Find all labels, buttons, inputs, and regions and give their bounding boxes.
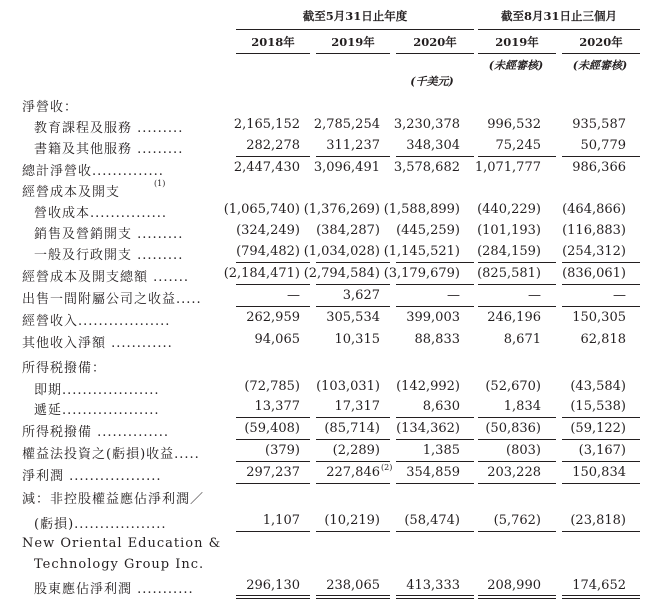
column-underline — [316, 262, 390, 263]
value-cell: 8,630 — [422, 399, 460, 414]
value-cell: (59,408) — [244, 421, 300, 436]
row-label: Technology Group Inc. — [34, 557, 205, 572]
column-underline — [478, 461, 556, 462]
column-underline — [236, 531, 310, 532]
column-underline — [396, 156, 474, 157]
year-header-2019-q1: 2019年 — [495, 35, 539, 49]
row-label: 書籍及其他服務 ......... — [34, 142, 184, 157]
value-cell: (1,145,521) — [383, 244, 460, 259]
footnote-marker: (1) — [154, 179, 166, 188]
row-label: 股東應佔淨利潤 ........... — [34, 582, 194, 597]
column-underline — [478, 483, 556, 484]
value-cell: (142,992) — [396, 379, 460, 394]
column-underline — [478, 156, 556, 157]
value-cell: (440,229) — [477, 202, 541, 217]
value-cell: 3,578,682 — [393, 160, 460, 175]
value-cell: (2,794,584) — [303, 266, 380, 281]
value-cell: 986,366 — [572, 160, 626, 175]
table-row — [0, 577, 649, 597]
value-cell: 238,065 — [326, 578, 380, 593]
column-underline — [396, 483, 474, 484]
value-cell: 1,385 — [422, 443, 460, 458]
table-row — [0, 159, 649, 179]
table-row — [0, 535, 649, 555]
row-label: 總計淨營收.............. — [22, 164, 164, 179]
value-cell: 246,196 — [487, 310, 541, 325]
column-underline — [236, 156, 310, 157]
value-cell: 94,065 — [254, 332, 300, 347]
value-cell: (50,836) — [485, 421, 541, 436]
row-label: 其他收入淨額 ............ — [22, 336, 173, 351]
value-cell: (324,249) — [236, 223, 300, 238]
year-header-2020: 2020年 — [413, 35, 457, 49]
column-underline — [562, 284, 640, 285]
value-cell: 413,333 — [406, 578, 460, 593]
value-cell: 354,859 — [406, 465, 460, 480]
column-underline — [478, 306, 556, 307]
column-underline — [316, 284, 390, 285]
table-row — [0, 420, 649, 440]
value-cell: (52,670) — [485, 379, 541, 394]
row-label: 淨營收： — [22, 100, 79, 115]
table-row — [0, 222, 649, 242]
value-cell: 282,278 — [246, 138, 300, 153]
value-cell: — — [613, 288, 626, 303]
value-cell: 1,071,777 — [474, 160, 541, 175]
value-cell: (464,866) — [562, 202, 626, 217]
row-label: 所得税撥備： — [22, 361, 107, 376]
group-rule-three-months — [478, 29, 640, 30]
value-cell: (384,287) — [316, 223, 380, 238]
column-underline — [316, 461, 390, 462]
value-cell: (1,588,899) — [383, 202, 460, 217]
value-cell: (134,362) — [396, 421, 460, 436]
table-row — [0, 464, 649, 484]
value-cell: 62,818 — [580, 332, 626, 347]
column-underline — [396, 306, 474, 307]
row-label: 出售一間附屬公司之收益..... — [22, 292, 202, 307]
double-underline — [478, 595, 556, 599]
column-underline — [478, 262, 556, 263]
row-label: New Oriental Education & — [22, 536, 222, 551]
column-underline — [236, 284, 310, 285]
table-row — [0, 378, 649, 398]
column-underline — [562, 417, 640, 418]
footnote-marker: (2) — [381, 463, 393, 472]
double-underline — [562, 595, 640, 599]
column-underline — [236, 439, 310, 440]
value-cell: 348,304 — [406, 138, 460, 153]
value-cell: (15,538) — [570, 399, 626, 414]
value-cell: 227,846 — [326, 465, 380, 480]
value-cell: (23,818) — [570, 513, 626, 528]
group-rule-fiscal-year — [236, 29, 474, 30]
year-rule-2019 — [316, 53, 390, 54]
value-cell: 399,003 — [406, 310, 460, 325]
column-underline — [396, 417, 474, 418]
column-underline — [562, 483, 640, 484]
value-cell: (58,474) — [404, 513, 460, 528]
value-cell: (72,785) — [244, 379, 300, 394]
column-underline — [478, 531, 556, 532]
row-label: 教育課程及服務 ......... — [34, 121, 184, 136]
value-cell: (445,259) — [396, 223, 460, 238]
value-cell: (43,584) — [570, 379, 626, 394]
column-underline — [236, 306, 310, 307]
year-header-2018: 2018年 — [251, 35, 295, 49]
column-underline — [562, 439, 640, 440]
year-rule-2020-q1 — [562, 53, 640, 54]
value-cell: 2,785,254 — [313, 117, 380, 132]
row-label: 經營收入.................. — [22, 314, 171, 329]
value-cell: 150,834 — [572, 465, 626, 480]
unaudited-note-2020-q1: (未經審核) — [572, 59, 628, 72]
value-cell: — — [528, 288, 541, 303]
column-underline — [396, 439, 474, 440]
row-label: 經營成本及開支總額 ....... — [22, 270, 190, 285]
value-cell: (825,581) — [477, 266, 541, 281]
value-cell: 262,959 — [246, 310, 300, 325]
value-cell: (5,762) — [493, 513, 541, 528]
value-cell: — — [447, 288, 460, 303]
value-cell: (85,714) — [324, 421, 380, 436]
row-label: 淨利潤 .................. — [22, 469, 162, 484]
column-underline — [316, 306, 390, 307]
column-underline — [562, 156, 640, 157]
value-cell: (836,061) — [562, 266, 626, 281]
table-row — [0, 137, 649, 157]
year-rule-2019-q1 — [478, 53, 556, 54]
row-label: 經營成本及開支 — [22, 185, 121, 200]
table-row — [0, 442, 649, 462]
table-row — [0, 116, 649, 136]
value-cell: 8,671 — [503, 332, 541, 347]
column-underline — [562, 262, 640, 263]
column-underline — [478, 417, 556, 418]
row-label: 一般及行政開支 ......... — [34, 248, 184, 263]
row-label: 即期................... — [34, 383, 160, 398]
row-label: 權益法投資之(虧損)收益..... — [22, 447, 200, 462]
value-cell: 10,315 — [334, 332, 380, 347]
value-cell: (1,034,028) — [303, 244, 380, 259]
table-row — [0, 512, 649, 532]
column-underline — [396, 262, 474, 263]
year-rule-2020 — [396, 53, 474, 54]
row-label: 銷售及營銷開支 ......... — [34, 227, 184, 242]
table-row — [0, 287, 649, 307]
value-cell: (101,193) — [477, 223, 541, 238]
value-cell: 150,305 — [572, 310, 626, 325]
double-underline — [236, 595, 310, 599]
value-cell: (3,179,679) — [383, 266, 460, 281]
year-header-2020-q1: 2020年 — [579, 35, 623, 49]
table-row — [0, 201, 649, 221]
value-cell: 297,237 — [246, 465, 300, 480]
value-cell: 3,627 — [342, 288, 380, 303]
value-cell: 3,230,378 — [393, 117, 460, 132]
table-row — [0, 356, 649, 376]
value-cell: 1,834 — [503, 399, 541, 414]
value-cell: 88,833 — [414, 332, 460, 347]
value-cell: (803) — [506, 443, 541, 458]
value-cell: (1,065,740) — [223, 202, 300, 217]
column-underline — [316, 483, 390, 484]
value-cell: 305,534 — [326, 310, 380, 325]
value-cell: (116,883) — [562, 223, 626, 238]
value-cell: 2,447,430 — [233, 160, 300, 175]
value-cell: 311,237 — [326, 138, 380, 153]
row-label: 所得税撥備 .............. — [22, 425, 169, 440]
value-cell: (794,482) — [236, 244, 300, 259]
column-underline — [562, 306, 640, 307]
value-cell: (284,159) — [477, 244, 541, 259]
value-cell: (254,312) — [562, 244, 626, 259]
value-cell: (59,122) — [570, 421, 626, 436]
column-underline — [316, 156, 390, 157]
value-cell: 75,245 — [495, 138, 541, 153]
group-header-fiscal-year: 截至5月31日止年度 — [302, 9, 408, 23]
value-cell: 208,990 — [487, 578, 541, 593]
row-label: 減：非控股權益應佔淨利潤／ — [22, 492, 205, 507]
value-cell: (1,376,269) — [303, 202, 380, 217]
value-cell: (103,031) — [316, 379, 380, 394]
value-cell: 13,377 — [254, 399, 300, 414]
value-cell: 50,779 — [580, 138, 626, 153]
table-row — [0, 95, 649, 115]
table-row — [0, 556, 649, 576]
column-underline — [562, 461, 640, 462]
value-cell: — — [287, 288, 300, 303]
column-underline — [236, 461, 310, 462]
value-cell: 935,587 — [572, 117, 626, 132]
year-rule-2018 — [236, 53, 310, 54]
value-cell: 3,096,491 — [313, 160, 380, 175]
row-label: (虧損).................. — [34, 517, 167, 532]
column-underline — [236, 262, 310, 263]
column-underline — [562, 531, 640, 532]
value-cell: (2,289) — [332, 443, 380, 458]
column-underline — [396, 461, 474, 462]
column-underline — [478, 439, 556, 440]
value-cell: (10,219) — [324, 513, 380, 528]
table-row — [0, 180, 649, 200]
value-cell: 203,228 — [487, 465, 541, 480]
double-underline — [316, 595, 390, 599]
value-cell: 996,532 — [487, 117, 541, 132]
column-underline — [236, 417, 310, 418]
unaudited-note-2019-q1: (未經審核) — [488, 59, 544, 72]
value-cell: 174,652 — [572, 578, 626, 593]
row-label: 營收成本............... — [34, 206, 167, 221]
group-header-three-months: 截至8月31日止三個月 — [500, 9, 617, 23]
table-row — [0, 309, 649, 329]
column-underline — [396, 284, 474, 285]
value-cell: 17,317 — [334, 399, 380, 414]
row-label: 遞延................... — [34, 403, 160, 418]
value-cell: (2,184,471) — [223, 266, 300, 281]
column-underline — [236, 483, 310, 484]
double-underline — [396, 595, 474, 599]
column-underline — [396, 531, 474, 532]
column-underline — [316, 439, 390, 440]
value-cell: 296,130 — [246, 578, 300, 593]
value-cell: (3,167) — [578, 443, 626, 458]
column-underline — [478, 284, 556, 285]
table-row — [0, 487, 649, 507]
table-row — [0, 265, 649, 285]
table-row — [0, 243, 649, 263]
value-cell: 2,165,152 — [233, 117, 300, 132]
unit-label: (千美元) — [410, 75, 454, 88]
value-cell: 1,107 — [262, 513, 300, 528]
value-cell: (379) — [265, 443, 300, 458]
column-underline — [316, 417, 390, 418]
table-row — [0, 331, 649, 351]
column-underline — [316, 531, 390, 532]
table-row — [0, 398, 649, 418]
year-header-2019: 2019年 — [331, 35, 375, 49]
